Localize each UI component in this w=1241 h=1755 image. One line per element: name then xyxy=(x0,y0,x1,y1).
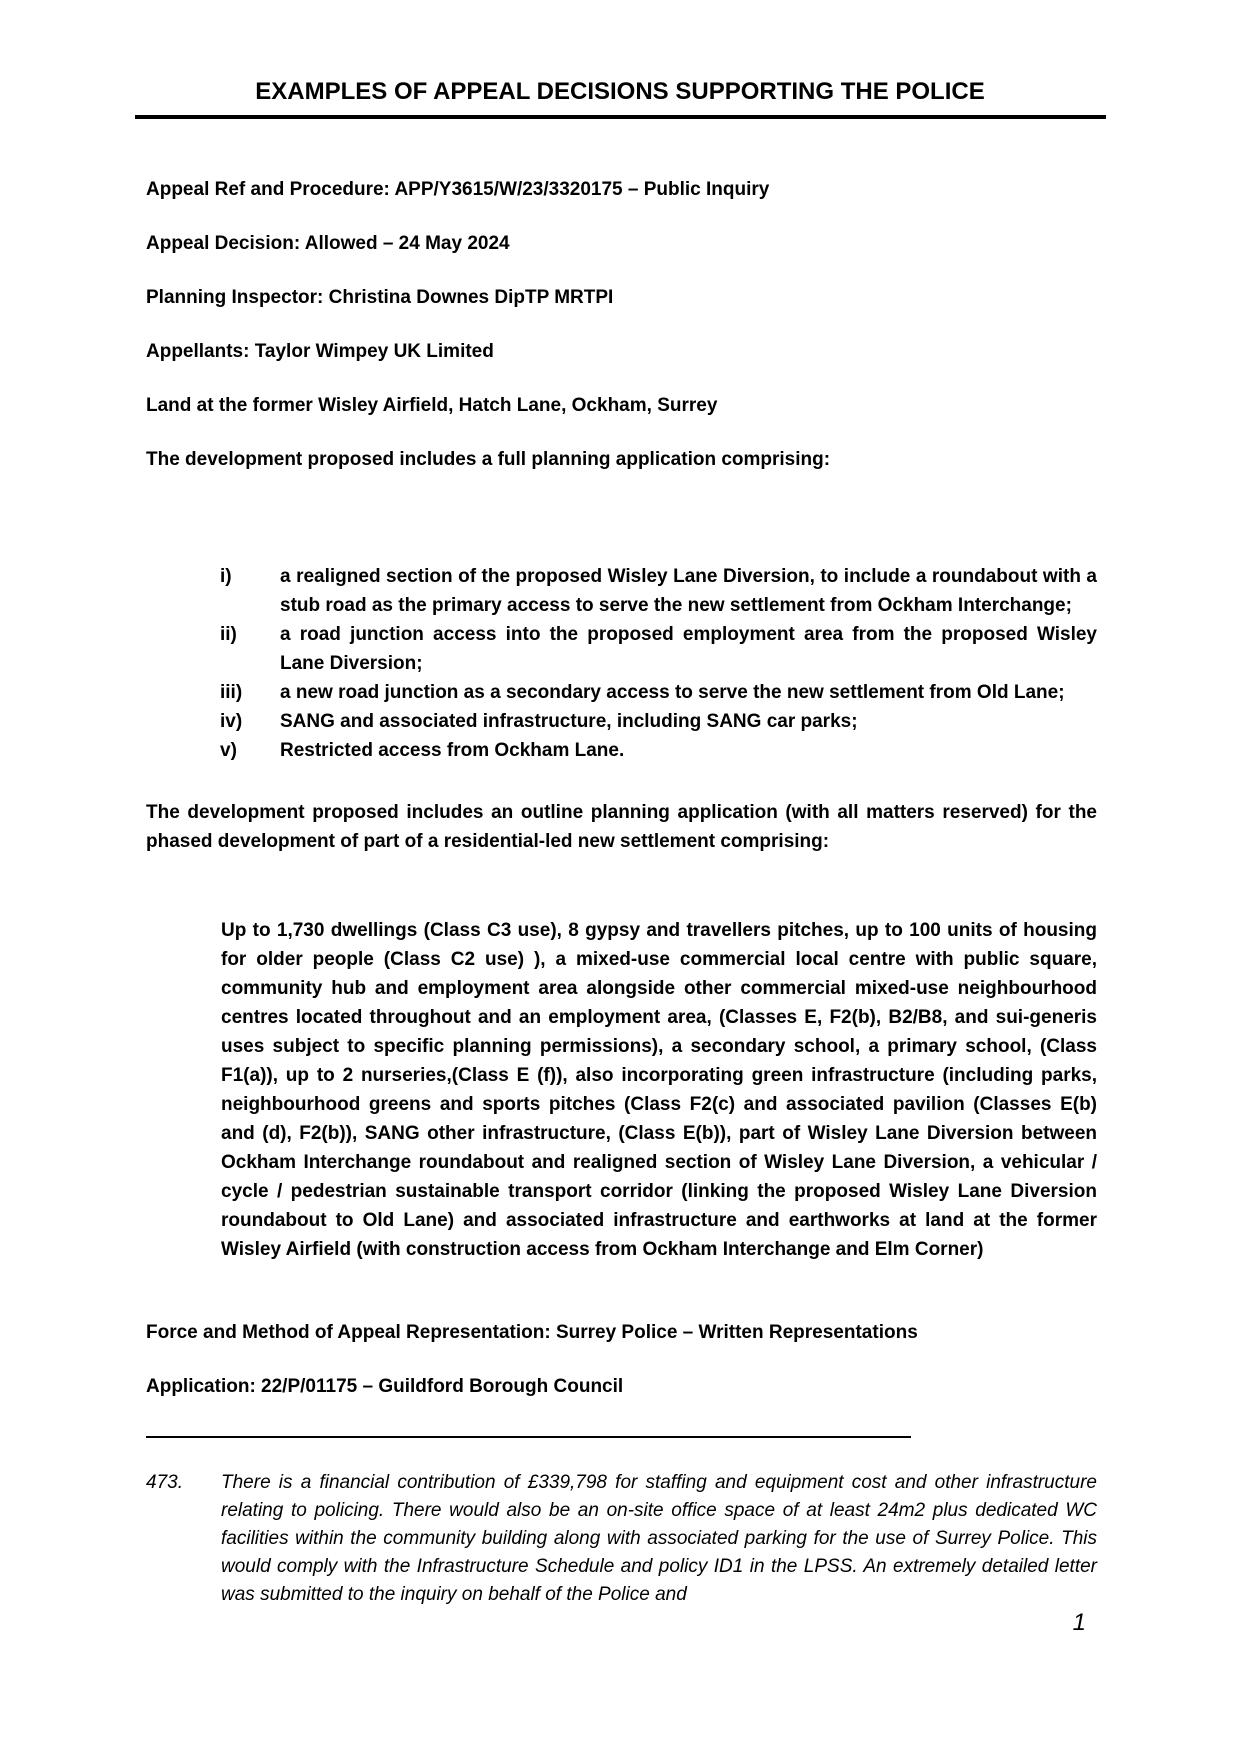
list-item-number: iv) xyxy=(220,711,243,732)
list-item-number: ii) xyxy=(220,624,237,645)
list-item xyxy=(220,562,1097,620)
list-item-text: SANG and associated infrastructure, including SANG car parks; xyxy=(280,711,858,732)
appellants: Appellants: Taylor Wimpey UK Limited xyxy=(146,341,494,362)
list-item xyxy=(220,736,1097,765)
list-item-number: i) xyxy=(220,566,232,587)
appeal-ref: Appeal Ref and Procedure: APP/Y3615/W/23/3320175 – Public Inquiry xyxy=(146,179,770,200)
list-item-number: v) xyxy=(220,740,237,761)
separator-line xyxy=(146,1436,911,1438)
paragraph-text: There is a financial contribution of £339,798 for staffing and equipment cost and other infrastructure relating to policing. There would also be an on-site office space of at least 24m2 plus dedicated WC facilities within the community building along with associated parking for the use of Surrey Police. This would comply with the Infrastructure Schedule and policy ID1 in the LPSS. An extremely detailed letter was submitted to the inquiry on behalf of the Police and xyxy=(221,1472,1097,1605)
application-ref: Application: 22/P/01175 – Guildford Borough Council xyxy=(146,1376,624,1397)
list-item-text: Restricted access from Ockham Lane. xyxy=(280,740,625,761)
list-item xyxy=(220,620,1097,678)
representation: Force and Method of Appeal Representation: Surrey Police – Written Representations xyxy=(146,1322,918,1343)
list-item-text: a realigned section of the proposed Wisley Lane Diversion, to include a roundabout with a stub road as the primary access to serve the new settlement from Ockham Interchange; xyxy=(280,566,1097,616)
full-application-list xyxy=(220,562,1097,765)
land-location: Land at the former Wisley Airfield, Hatch Lane, Ockham, Surrey xyxy=(146,395,718,416)
title-underline xyxy=(135,115,1106,119)
page-number: 1 xyxy=(1072,1609,1086,1636)
list-item-number: iii) xyxy=(220,682,243,703)
paragraph-number: 473. xyxy=(146,1472,183,1493)
full-application-intro: The development proposed includes a full planning application comprising: xyxy=(146,449,831,470)
list-item xyxy=(220,707,1097,736)
list-item xyxy=(220,678,1097,707)
page-title: EXAMPLES OF APPEAL DECISIONS SUPPORTING THE POLICE xyxy=(255,78,985,105)
quoted-paragraph xyxy=(146,1469,1097,1609)
planning-inspector: Planning Inspector: Christina Downes DipTP MRTPI xyxy=(146,287,614,308)
outline-application-description: Up to 1,730 dwellings (Class C3 use), 8 gypsy and travellers pitches, up to 100 units of housing for older people (Class C2 use) ), a mixed-use commercial local centre with public square, community hub and employment area alongside other commercial mixed-use neighbourhood centres located throughout and an employment area, (Classes E, F2(b), B2/B8, and sui-generis uses subject to specific planning permissions), a secondary school, a primary school, (Class F1(a)), up to 2 nurseries,(Class E (f)), also incorporating green infrastructure (including parks, neighbourhood greens and sports pitches (Class F2(c) and associated pavilion (Classes E(b) and (d), F2(b)), SANG other infrastructure, (Class E(b)), part of Wisley Lane Diversion between Ockham Interchange roundabout and realigned section of Wisley Lane Diversion, a vehicular / cycle / pedestrian sustainable transport corridor (linking the proposed Wisley Lane Diversion roundabout to Old Lane) and associated infrastructure and earthworks at land at the former Wisley Airfield (with construction access from Ockham Interchange and Elm Corner) xyxy=(221,920,1097,1260)
list-item-text: a new road junction as a secondary access to serve the new settlement from Old Lane; xyxy=(280,682,1065,703)
list-item-text: a road junction access into the proposed employment area from the proposed Wisley Lane Diversion; xyxy=(280,624,1097,674)
appeal-decision: Appeal Decision: Allowed – 24 May 2024 xyxy=(146,233,510,254)
outline-application-intro: The development proposed includes an outline planning application (with all matters reserved) for the phased development of part of a residential-led new settlement comprising: xyxy=(146,802,1097,852)
